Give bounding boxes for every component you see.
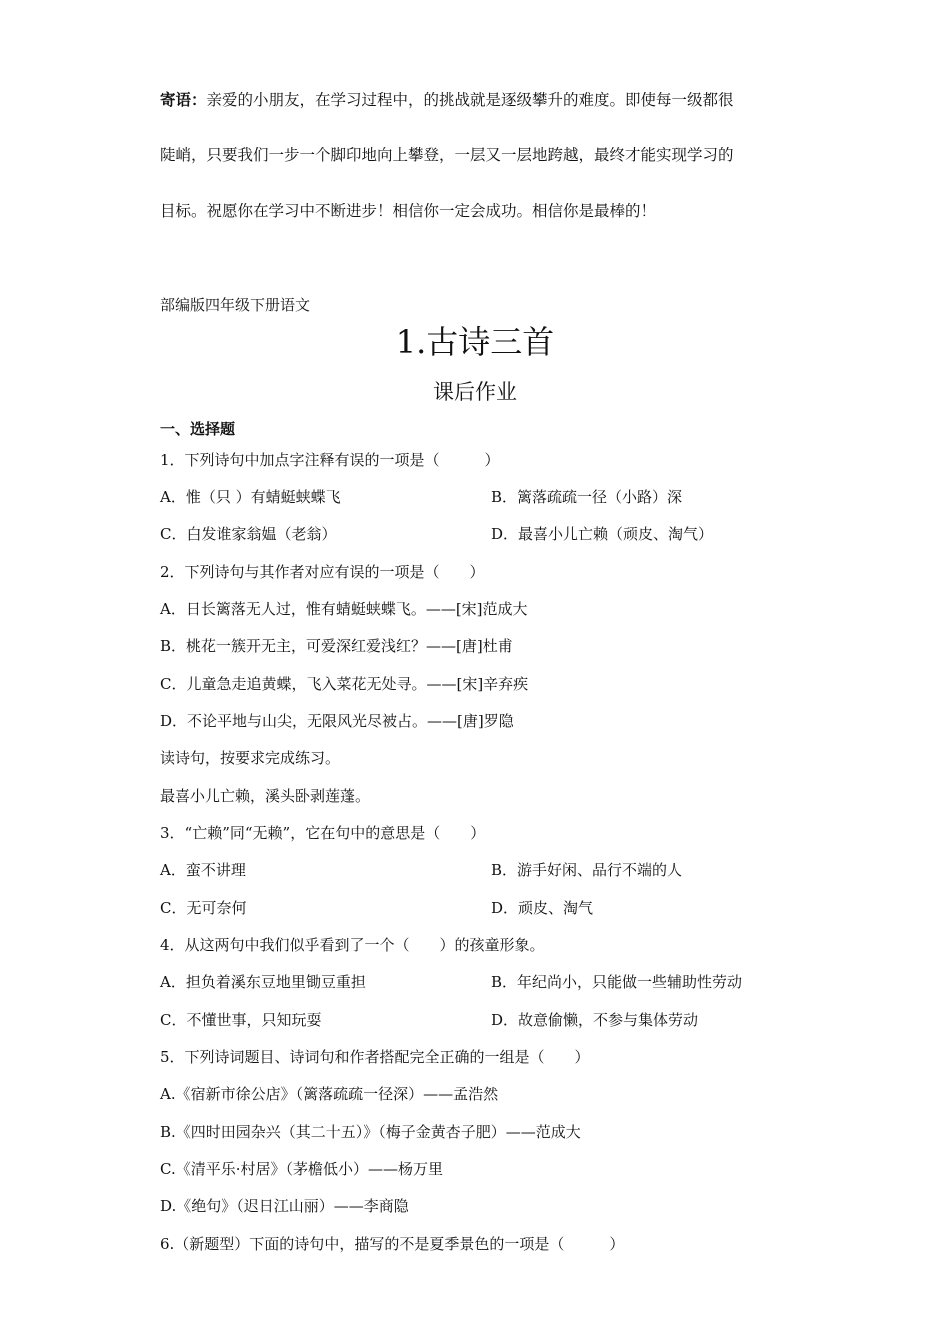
question-5-option-a: A.《宿新市徐公店》（篱落疏疏一径深）——孟浩然: [160, 1085, 499, 1103]
reading-instruction: 读诗句，按要求完成练习。: [160, 749, 341, 767]
question-4-option-d: D．故意偷懒，不参与集体劳动: [491, 1011, 699, 1029]
question-3-option-c: C．无可奈何: [160, 899, 247, 917]
edition-label: 部编版四年级下册语文: [160, 296, 311, 314]
question-4-option-b: B．年纪尚小，只能做一些辅助性劳动: [491, 973, 743, 991]
intro-line-2: 陡峭，只要我们一步一个脚印地向上攀登，一层又一层地跨越，最终才能实现学习的: [160, 146, 734, 164]
question-2-option-a: A．日长篱落无人过，惟有蜻蜓蛱蝶飞。——[宋]范成大: [160, 600, 528, 618]
question-3-option-d: D．顽皮、淘气: [491, 899, 594, 917]
question-1-option-c: C．白发谁家翁媪（老翁）: [160, 525, 337, 543]
question-2-option-d: D．不论平地与山尖，无限风光尽被占。——[唐]罗隐: [160, 712, 514, 730]
intro-line-1: 寄语：亲爱的小朋友，在学习过程中，的挑战就是逐级攀升的难度。即使每一级都很: [160, 90, 734, 109]
question-5-option-b: B.《四时田园杂兴（其二十五）》（梅子金黄杏子肥）——范成大: [160, 1123, 581, 1141]
page-title: 1.古诗三首: [395, 323, 555, 361]
page-subtitle: 课后作业: [433, 380, 517, 404]
question-4-option-c: C．不懂世事，只知玩耍: [160, 1011, 322, 1029]
question-5-stem: 5．下列诗词题目、诗词句和作者搭配完全正确的一组是（ ）: [160, 1048, 590, 1066]
intro-line-3: 目标。祝愿你在学习中不断进步！相信你一定会成功。相信你是最棒的！: [160, 202, 657, 220]
question-4-option-a: A．担负着溪东豆地里锄豆重担: [160, 973, 366, 991]
question-2-stem: 2．下列诗句与其作者对应有误的一项是（ ）: [160, 563, 485, 581]
reading-verse: 最喜小儿亡赖，溪头卧剥莲蓬。: [160, 787, 371, 805]
question-2-option-c: C．儿童急走追黄蝶，飞入菜花无处寻。——[宋]辛弃疾: [160, 675, 529, 693]
question-1-option-d: D．最喜小儿亡赖（顽皮、淘气）: [491, 525, 714, 543]
question-3-option-b: B．游手好闲、品行不端的人: [491, 861, 683, 879]
question-5-option-c: C.《清平乐·村居》（茅檐低小）——杨万里: [160, 1160, 443, 1178]
question-5-option-d: D.《绝句》（迟日江山丽）——李商隐: [160, 1197, 409, 1215]
question-3-stem: 3．“亡赖”同“无赖”，它在句中的意思是（ ）: [160, 824, 486, 842]
question-1-option-a: A．惟（只 ）有蜻蜓蛱蝶飞: [160, 488, 341, 506]
question-3-option-a: A．蛮不讲理: [160, 861, 246, 879]
question-1-stem: 1．下列诗句中加点字注释有误的一项是（ ）: [160, 451, 500, 469]
question-6-stem: 6.（新题型）下面的诗句中，描写的不是夏季景色的一项是（ ）: [160, 1235, 625, 1253]
question-4-stem: 4．从这两句中我们似乎看到了一个（ ）的孩童形象。: [160, 936, 545, 954]
question-1-option-b: B．篱落疏疏一径（小路）深: [491, 488, 683, 506]
question-2-option-b: B．桃花一簇开无主，可爱深红爱浅红？——[唐]杜甫: [160, 637, 513, 655]
section-heading: 一、选择题: [160, 420, 236, 438]
intro-label: 寄语：: [160, 90, 207, 109]
